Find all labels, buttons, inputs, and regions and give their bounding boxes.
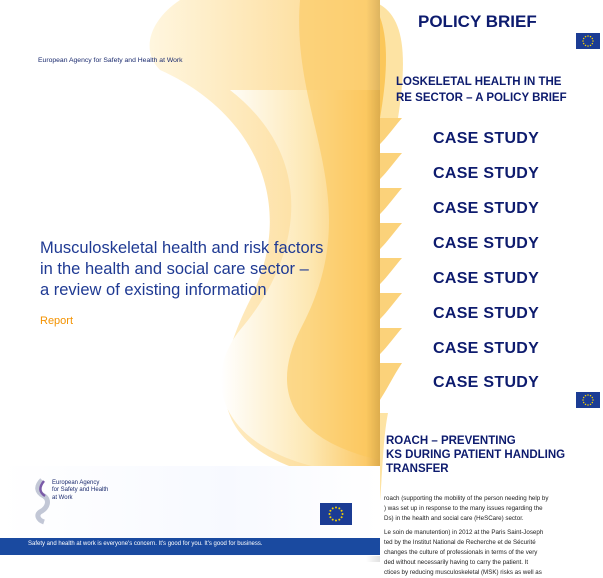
eu-flag-icon (320, 503, 352, 525)
case-study-sheet[interactable] (370, 363, 603, 414)
document-type-label: Report (40, 315, 74, 327)
case-study-title: CASE STUDY (433, 165, 540, 182)
case-study-sheet[interactable] (370, 153, 603, 189)
document-stack (370, 0, 603, 576)
case-study-sheet[interactable] (370, 118, 603, 154)
agency-name: European Agency for Safety and Health at Work (38, 57, 183, 64)
eu-flag-icon (576, 33, 600, 49)
case-study-title: CASE STUDY (433, 130, 540, 147)
policy-brief-title: POLICY BRIEF (418, 12, 537, 31)
case-study-title: CASE STUDY (433, 340, 540, 357)
policy-brief-subtitle: LOSKELETAL HEALTH IN THE RE SECTOR – A POLICY BRIEF (396, 76, 567, 104)
policy-brief-sheet[interactable] (370, 0, 603, 119)
slogan-text: Safety and health at work is everyone's concern. It's good for you. It's good for business. (28, 541, 263, 547)
case-study-sheet[interactable] (370, 328, 603, 364)
policy-brief-body: roach (supporting the mobility of the person needing help by ) was set up in response to the many issues regarding the Ds) in the health and social care (HeSCare) sector. Le soin de manutention) in 2012 at the Paris Saint-Joseph ted by the Institut National de Recherche et de Sécurité changes the culture of professionals in terms of the very ded without necessarily having to carry the patient. It ctices by reducing musculoskeletal (MSK) risks as well as (384, 495, 549, 576)
case-study-title: CASE STUDY (433, 235, 540, 252)
policy-brief-heading: ROACH – PREVENTING KS DURING PATIENT HANDLING TRANSFER (386, 435, 566, 475)
case-study-sheet[interactable] (370, 293, 603, 329)
case-study-title: CASE STUDY (433, 305, 540, 322)
agency-logo-text: European Agency for Safety and Health at Work (52, 480, 109, 501)
case-study-sheet[interactable] (370, 188, 603, 224)
case-study-sheet[interactable] (370, 223, 603, 259)
report-title: Musculoskeletal health and risk factors in the health and social care sector – a review of existing information (40, 239, 324, 299)
case-study-sheet[interactable] (370, 258, 603, 294)
case-study-title: CASE STUDY (433, 200, 540, 217)
case-study-title: CASE STUDY (433, 270, 540, 287)
eu-osha-logo-icon (32, 478, 52, 524)
eu-flag-icon (576, 392, 600, 408)
case-study-title: CASE STUDY (433, 374, 540, 391)
